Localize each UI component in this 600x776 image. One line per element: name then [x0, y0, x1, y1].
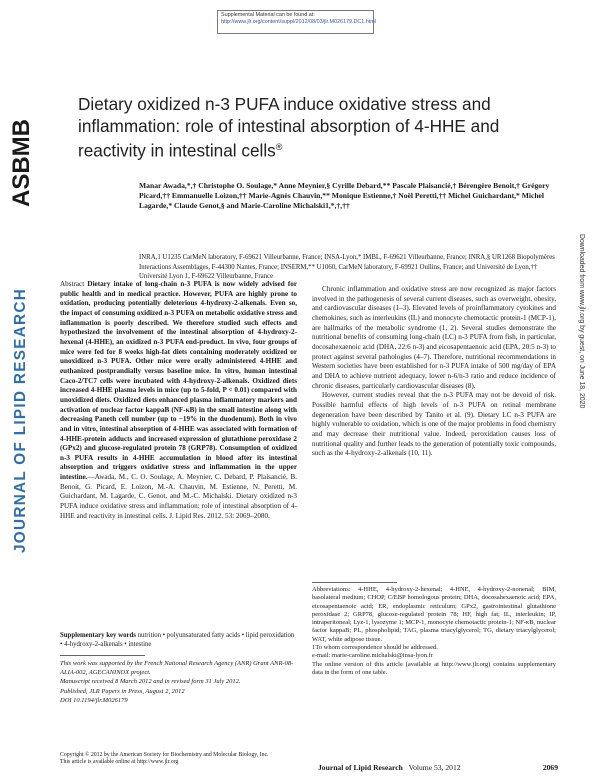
article-title-text: Dietary oxidized n-3 PUFA induce oxidative stress and inflammation: role of intestinal absorption of 4-HHE and reactivity in intestinal cells [78, 94, 500, 161]
footer-journal: Journal of Lipid Research [318, 763, 403, 772]
supplemental-link[interactable]: http://www.jlr.org/content/suppl/2012/08/03/jlr.M026179.DC1.html [221, 18, 376, 25]
correspondence-note: 1To whom correspondence should be addressed. [312, 644, 438, 652]
article-footnotes [60, 660, 297, 707]
email-note[interactable]: e-mail: marie-caroline.michalski@insa-lyon.fr [312, 652, 433, 660]
abbreviations-block [312, 586, 556, 677]
page-footer [318, 763, 558, 772]
abstract-label: Abstract [60, 280, 85, 288]
abstract-text: Dietary intake of long-chain n-3 PUFA is now widely advised for public health and in medical practice. However, PUFA are highly prone to oxidation, producing potentially deleterious 4-hydroxy-2-alkenals. Even so, the impact of consuming oxidized n-3 PUFA on metabolic oxidative stress and inflammation is poorly described. We therefore studied such effects and hypothesized the involvement of the intestinal absorption of 4-hydroxy-2-hexenal (4-HHE), an oxidized n-3 PUFA end-product. In vivo, four groups of mice were fed for 8 weeks high-fat diets containing moderately oxidized or unoxidized n-3 PUFA. Other mice were orally administered 4-HHE and euthanized postprandially versus baseline mice. In vitro, human intestinal Caco-2/TC7 cells were incubated with 4-hydroxy-2-alkenals. Oxidized diets increased 4-HHE plasma levels in mice (up to 5-fold, P < 0.01) compared with unoxidized diets. Oxidized diets enhanced plasma inflammatory markers and activation of nuclear factor kappaB (NF-κB) in the small intestine along with decreasing Paneth cell number (up to −19% in the duodenum). Both in vivo and in vitro, intestinal absorption of 4-HHE was associated with formation of 4-HHE-protein adducts and increased expression of glutathione peroxidase 2 (GPx2) and glucose-regulated protein 78 (GRP78). Consumption of oxidized n-3 PUFA results in 4-HHE accumulation in blood after its intestinal absorption and triggers oxidative stress and inflammation in the upper intestine. [60, 280, 297, 482]
online-version-note: The online version of this article (available at http://www.jlr.org) contains supplementary data in the form of one table. [312, 660, 556, 676]
download-note-text: Downloaded from www.jlr.org by guest, on June 18, 2020 [578, 234, 585, 409]
footnote-divider [60, 655, 145, 656]
copyright-block [60, 752, 297, 767]
journal-name-text: JOURNAL OF LIPID RESEARCH [12, 287, 29, 553]
availability-text: This article is available online at http://www.jlr.org [60, 759, 179, 766]
doi-note: DOI 10.1194/jlr.M026179 [60, 697, 128, 705]
keywords-list: nutrition • polyunsaturated fatty acids • lipid peroxidation • 4-hydroxy-2-alkenals • intestine [60, 632, 295, 649]
supplemental-label: Supplemental Material can be found at: [221, 12, 315, 18]
supplemental-material-box [217, 10, 374, 34]
asbmb-logo-text: ASBMB [8, 119, 35, 207]
asbmb-logo [2, 92, 38, 210]
keywords [60, 631, 297, 649]
body-paragraph-2: However, current studies reveal that the n-3 PUFA may not be devoid of risk. Possible harmful effects of high levels of n-3 PUFA on retinal membrane degeneration have been described by Tanito et al. (9). Dietary LC n-3 PUFA are highly vulnerable to oxidation, which is one of the major problems in food chemistry and may decrease their nutritional value. Indeed, peroxidation causes loss of nutritional quality and further leads to the generation of potentially toxic compounds, such as the 4-hydroxy-2-alkenals (10, 11). [312, 391, 556, 458]
published-note: Published, JLR Papers in Press, August 2, 2012 [60, 687, 185, 695]
funding-note: This work was supported by the French National Research Agency (ANR) Grant ANR-08-ALIA-002, AGECANINOX project. [60, 660, 294, 676]
abbreviations-divider [312, 582, 397, 583]
abbreviations-text: Abbreviations: 4-HHE, 4-hydroxy-2-hexenal; 4-HNE, 4-hydroxy-2-nonenal; BIM, basolateral medium; CHOP, C/EBP homologous protein; DHA, docosahexaenoic acid; EPA, eicosapentaenoic acid; ER, endoplasmic reticulum; GPx2, gastrointestinal glutathione peroxidase 2; GRP78, glucose-regulated protein 78; HF, high fat; IL, interleukin; IP, intraperitoneal; Lyz-1, lysozyme 1; MCP-1, monocyte chemotactic protein-1; NF-κB, nuclear factor kappaB; PL, phospholipid; TAG, plasma triacylglycerol; TG, dietary triacylglycerol; WAT, white adipose tissue. [312, 586, 556, 643]
affiliations: INRA,1 U1235 CarMeN laboratory, F-69621 Villeurbanne, France; INSA-Lyon,* IMBL, F-69621 Villeurbanne, France; INRA,§ UR1268 Biopolymères Interactions Assemblages, F-44300 Nantes, France; INSERM,** U1060, CarMeN laboratory, F-69921 Oullins, France; and Université de Lyon,†† Université Lyon 1, F-69622 Villeurbanne, France [139, 254, 555, 281]
body-text [312, 285, 556, 459]
keywords-label: Supplementary key words [60, 632, 136, 639]
copyright-text: Copyright © 2012 by the American Society for Biochemistry and Molecular Biology, Inc. [60, 752, 269, 758]
abstract [60, 280, 297, 521]
footer-volume: Volume 53, 2012 [408, 763, 461, 772]
supplemental-mark-icon: ® [275, 142, 283, 152]
journal-name-vertical [5, 225, 31, 555]
page-number: 2069 [542, 763, 558, 772]
abstract-citation: —Awada, M., C. O. Soulage, A. Meynier, C. Debard, P. Plaisancié, B. Benoit, G. Picard, E. Loizon, M.-A. Chauvin, M. Estienne, N. Peretti, M. Guichardant, M. Lagarde, C. Genot, and M.-C. Michalski. Dietary oxidized n-3 PUFA induce oxidative stress and inflammation: role of intestinal absorption of 4-HHE and reactivity in intestinal cells. J. Lipid Res. 2012. 53: 2069–2080. [60, 473, 297, 520]
received-note: Manuscript received 8 March 2012 and in revised form 31 July 2012. [60, 678, 241, 686]
article-title [78, 94, 538, 162]
body-paragraph-1: Chronic inflammation and oxidative stress are now recognized as major factors involved in the pathogenesis of several current diseases, such as overweight, obesity, and cardiovascular diseases (1–3). Elevated levels of proinflammatory cytokines and chemokines, such as interleukins (IL) and monocyte chemotactic protein-1 (MCP-1), are hallmarks of the metabolic syndrome (1, 2). Several studies demonstrate the nutritional benefits of consuming long-chain (LC) n-3 PUFA from fish, in particular, docosahexaenoic acid (DHA, 22:6 n-3) and eicosapentaenoic acid (EPA, 20:5 n-3) to protect against several pathologies (4–7). Therefore, nutritional recommendations in Western societies have been established for n-3 PUFA intake of 500 mg/day of EPA and DHA to achieve nutrient adequacy, lower n-6/n-3 ratio and reduce incidence of chronic diseases, particularly cardiovascular diseases (8). [312, 285, 556, 390]
download-note-vertical [568, 232, 590, 602]
author-list: Manar Awada,*,† Christophe O. Soulage,* Anne Meynier,§ Cyrille Debard,** Pascale Plaisancié,† Bérengère Benoit,† Grégory Picard,†† Emmanuelle Loizon,†† Marie-Agnès Chauvin,** Monique Estienne,† Noël Peretti,†† Michel Guichardant,* Michel Lagarde,* Claude Genot,§ and Marie-Caroline Michalski1,*,†,†† [139, 181, 550, 211]
